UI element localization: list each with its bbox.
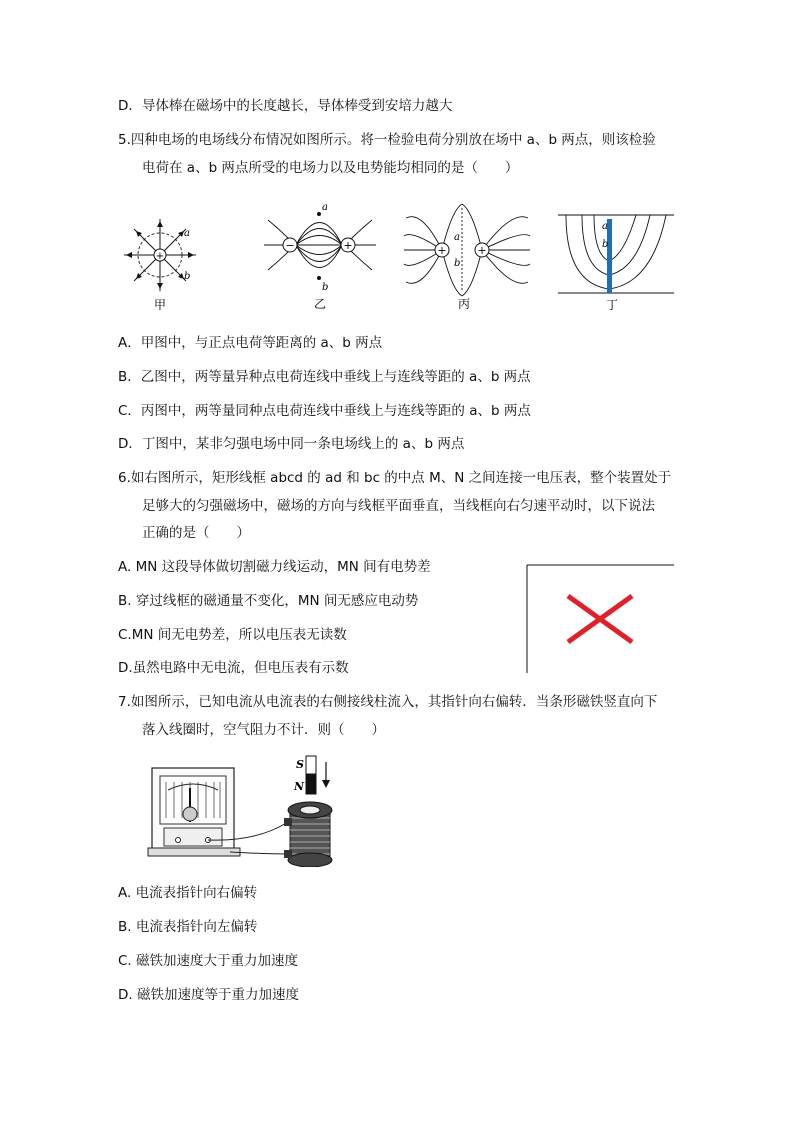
q6-figure-placeholder [526,564,676,674]
q6-option-d: D.虽然电路中无电流，但电压表有示数 [118,660,349,676]
q5-figure-jia [118,205,208,315]
down-arrow-icon [322,762,330,788]
q7-stem-line2: 落入线圈时，空气阻力不计．则（ ） [142,722,385,738]
bar-magnet [306,756,316,794]
q6-stem-line1: 6.如右图所示，矩形线框 abcd 的 ad 和 bc 的中点 M、N 之间连接一电压表，整个装置处于 [118,470,672,486]
q6-option-c: C.MN 间无电势差，所以电压表无读数 [118,627,347,643]
q4-option-d: D．导体棒在磁场中的长度越长，导体棒受到安培力越大 [118,98,453,114]
q5-figure-ding [556,205,678,315]
magnet-n-label: N [294,780,305,793]
q6-stem-line2: 足够大的匀强磁场中，磁场的方向与线框平面垂直，当线框向右匀速平动时，以下说法 [142,498,655,514]
q7-option-c: C. 磁铁加速度大于重力加速度 [118,953,299,969]
point-a-label: a [454,232,460,243]
figure-label-yi: 乙 [313,297,327,311]
point-a-label: a [184,228,190,239]
q6-stem-line3: 正确的是（ ） [142,525,250,541]
point-a-label: a [602,221,608,232]
q5-figure-bing [402,200,532,315]
figure-label-bing: 丙 [457,297,471,311]
q5-option-d: D．丁图中，某非匀强电场中同一条电场线上的 a、b 两点 [118,436,465,452]
q7-option-b: B. 电流表指针向左偏转 [118,919,258,935]
coil [284,802,332,867]
figure-label-ding: 丁 [605,298,619,312]
q6-option-a: A. MN 这段导体做切割磁力线运动，MN 间有电势差 [118,559,431,575]
galvanometer [148,768,240,856]
charge-plus-sign: + [437,244,447,257]
q5-option-b: B．乙图中，两等量异种点电荷连线中垂线上与连线等距的 a、b 两点 [118,369,531,385]
charge-minus-sign: − [285,239,295,252]
q7-figure-galvanometer-coil [146,752,346,867]
q7-option-a: A. 电流表指针向右偏转 [118,885,258,901]
q5-stem-line1: 5.四种电场的电场线分布情况如图所示。将一检验电荷分别放在场中 a、b 两点，则该检验 [118,132,656,148]
point-a-label: a [322,202,328,213]
q5-stem-line2: 电荷在 a、b 两点所受的电场力以及电势能均相同的是（ ） [142,160,519,176]
charge-plus-sign: + [477,244,487,257]
broken-image-icon [568,596,632,642]
point-b-label: b [602,239,609,250]
q5-option-c: C．丙图中，两等量同种点电荷连线中垂线上与连线等距的 a、b 两点 [118,403,531,419]
charge-plus-sign: + [343,239,353,252]
figure-label-jia: 甲 [153,298,167,312]
q7-option-d: D. 磁铁加速度等于重力加速度 [118,987,299,1003]
point-b-label: b [322,282,329,293]
magnet-s-label: S [296,758,304,771]
q7-stem-line1: 7.如图所示，已知电流从电流表的右侧接线柱流入，其指针向右偏转．当条形磁铁竖直向下 [118,694,658,710]
q5-figure-yi [260,200,380,315]
q6-option-b: B. 穿过线框的磁通量不变化，MN 间无感应电动势 [118,593,419,609]
point-b-label: b [454,258,461,269]
q5-option-a: A．甲图中，与正点电荷等距离的 a、b 两点 [118,335,383,351]
point-b-label: b [184,271,191,282]
charge-plus-sign: + [155,251,165,262]
